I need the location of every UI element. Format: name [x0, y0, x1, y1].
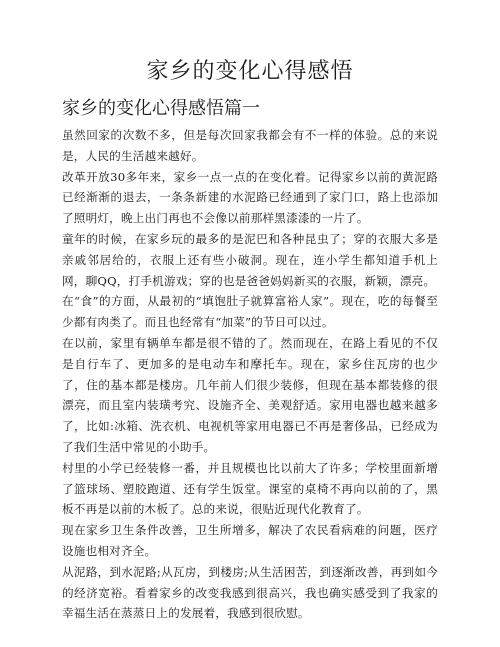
paragraph-1: 虽然回家的次数不多，但是每次回家我都会有不一样的体验。总的来说是，人民的生活越来越好。	[62, 128, 438, 163]
paragraph-4: 在“食”的方面，从最初的“填饱肚子就算富裕人家”。现在，吃的每餐至少都有肉类了。而且也经常有“加菜”的节日可以过。	[62, 294, 438, 330]
paragraph-5: 在以前，家里有辆单车都是很不错的了。然而现在，在路上看见的不仅是自行车了、更加多的是电动车和摩托车。现在，家乡住瓦房的也少了，住的基本都是楼房。几年前人们很少装修，但现在基本都装修的很漂亮，而且室内装璜考究、设施齐全、美观舒适。家用电器也越来越多了，比如:冰箱、洗衣机、电视机等家用电器已不再是奢侈品，已经成为了我们生活中常见的小助手。	[62, 335, 438, 454]
document-title: 家乡的变化心得感悟	[146, 59, 354, 84]
document-body	[62, 125, 438, 624]
paragraph-3: 童年的时候，在家乡玩的最多的是泥巴和各种昆虫了；穿的衣服大多是亲戚邻居给的，衣服上还有些小破洞。现在，连小学生都知道手机上网，聊QQ，打手机游戏；穿的也是爸爸妈妈新买的衣服，新颖，漂亮。	[62, 231, 438, 288]
paragraph-7: 现在家乡卫生条件改善，卫生所增多，解决了农民看病难的问题，医疗设施也相对齐全。	[62, 523, 438, 558]
paragraph-8: 从泥路，到水泥路;从瓦房，到楼房;从生活困苦，到逐渐改善，再到如今的经济宽裕。看着家乡的改变我感到很高兴，我也确实感受到了我家的幸福生活在蒸蒸日上的发展着，我感到很欣慰。	[62, 564, 438, 621]
section-heading: 家乡的变化心得感悟篇一	[62, 98, 260, 119]
paragraph-6: 村里的小学已经装修一番，并且规模也比以前大了许多；学校里面新增了篮球场、塑胶跑道、还有学生饭堂。课室的桌椅不再向以前的了，黑板不再是以前的木板了。总的来说，很贴近现代化教育了。	[62, 460, 438, 517]
paragraph-2: 改革开放30多年来，家乡一点一点的在变化着。记得家乡以前的黄泥路已经渐渐的退去，一条条新建的水泥路已经通到了家门口，路上也添加了照明灯，晚上出门再也不会像以前那样黑漆漆的一片了。	[62, 169, 438, 226]
